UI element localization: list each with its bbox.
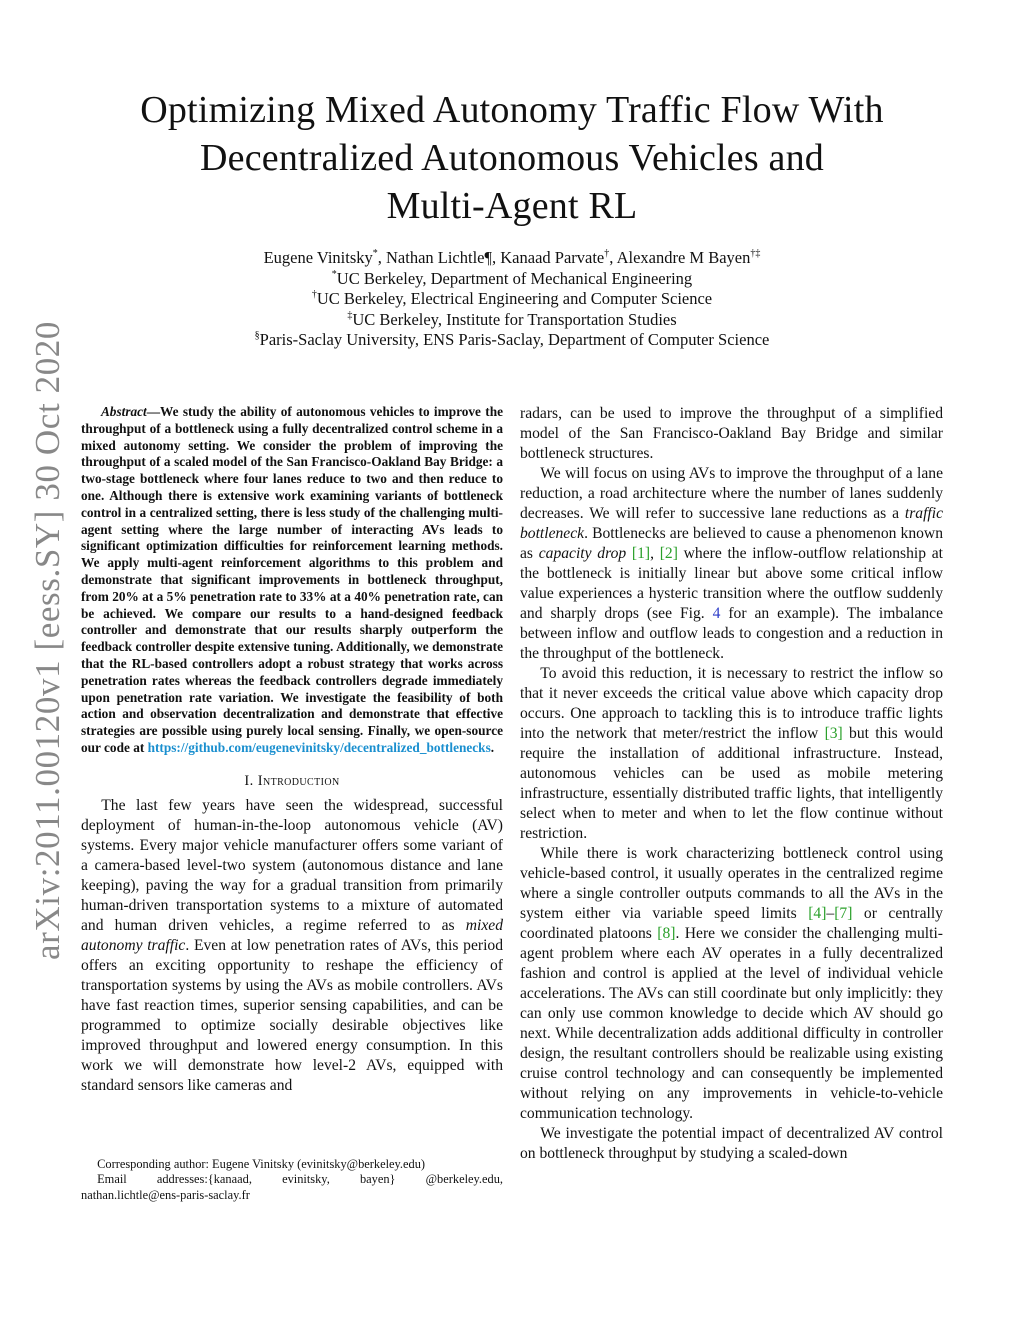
author-name: Kanaad Parvate [500,248,605,267]
arxiv-stamp: arXiv:2011.00120v1 [eess.SY] 30 Oct 2020 [28,320,67,960]
text-run: . Here we consider the challenging multi-agent problem where each AV operates in a fully decentralized fashion and control is applied at the level of individual vehicle accelerations. The AVs can still coordinate but only implicitly: they can only use common knowledge to decide which AV should go next. While decentralization adds additional difficulty in controller design, the resultant controllers should be realizable using existing cruise control technology and can consequently be implemented without relying on any improvements in vehicle-to-vehicle communication technology. [520,925,943,1122]
text-run: . Even at low penetration rates of AVs, this period offers an exciting opportunity to reshape the efficiency of transportation systems by using the AVs as mobile controllers. AVs have fast reaction times, superior sensing capabilities, and can be programmed to optimize socially desirable objectives like improved throughput and lowered energy consumption. In this work we will demonstrate how level-2 AVs, equipped with standard sensors like cameras and [81,936,503,1094]
intro-paragraph [81,796,503,1096]
text-run: The last few years have seen the widespread, successful deployment of human-in-the-loop autonomous vehicle (AV) systems. Every major vehicle manufacturer offers some variant of a camera-based level-two system (autonomous distance and lane keeping), paving the way for a gradual transition from primarily human-driven transportation systems to a mixture of automated and human driven vehicles, a regime referred to as [81,796,503,934]
text-run: but this would require the installation of additional infrastructure. Instead, autonomous vehicles can be used as mobile metering infrastructure, essentially distributed traffic lights, that intelligently select when to meter and when to let the flow continue without restriction. [520,725,943,842]
section-number: I. [244,772,254,789]
paragraph: radars, can be used to improve the throughput of a simplified model of the San Francisco-Oakland Bay Bridge and similar bottleneck structures. [520,405,943,462]
paragraph [520,464,943,664]
citation-link[interactable]: [2] [659,545,678,562]
code-link[interactable]: https://github.com/eugenevinitsky/decentralized_bottlenecks [147,739,491,755]
title-line-3: Multi-Agent RL [386,185,638,227]
affiliation [80,310,944,331]
text-run: or centrally coordinated platoons [520,905,943,942]
paragraph: We investigate the potential impact of decentralized AV control on bottleneck throughput by studying a scaled-down [520,1125,943,1162]
text-run: . Bottlenecks are believed to cause a phenomenon known as [520,525,943,562]
text-run: While there is work characterizing bottleneck control using vehicle-based control, it usually operates in the centralized regime where a single controller outputs commands to all the AVs in the system either via variable speed limits [520,845,943,922]
affil-mark: § [254,330,260,341]
text-run: To avoid this reduction, it is necessary to restrict the inflow so that it never exceeds the critical value above which capacity drop occurs. One approach to tackling this is to introduce traffic lights into the network that meter/restrict the inflow [520,665,943,742]
text-run: We will focus on using AVs to improve the throughput of a lane reduction, a road architecture where the number of lanes suddenly decreases. We will refer to successive lane reductions as a [520,465,943,522]
section-heading [81,773,503,790]
affil-mark: ¶ [484,248,492,267]
author-list [80,248,944,269]
affiliation [80,289,944,310]
affil-text: UC Berkeley, Department of Mechanical Engineering [336,268,693,288]
author-name: Eugene Vinitsky [263,248,373,267]
emphasis: capacity drop [538,545,627,562]
text-run: for an example). The imbalance between inflow and outflow leads to congestion and a reduction in the throughput of the bottleneck. [520,605,944,662]
text-run: where the inflow-outflow relationship at the bottleneck is initially linear but above some critical inflow value experiences a hysteric transition where the outflow suddenly and sharply drops (see Fig. [520,545,944,622]
affil-mark: * [331,268,337,280]
citation-link[interactable]: [1] [631,545,651,562]
title-line-2: Decentralized Autonomous Vehicles and [199,137,825,179]
footnote-line: Email addresses:{kanaad, evinitsky, bayen} @berkeley.edu, [97,1172,503,1187]
citation-link[interactable]: [8] [657,925,676,942]
text-run: – [826,905,835,922]
emphasis: mixed autonomy traffic [81,916,503,954]
citation-link[interactable]: [4] [808,905,827,922]
affil-text: UC Berkeley, Institute for Transportation Studies [352,309,677,329]
figure-link[interactable]: 4 [712,605,721,622]
abstract-text: We study the ability of autonomous vehicles to improve the throughput of a bottleneck using a fully decentralized control scheme in a mixed autonomy setting. We consider the problem of improving the throughput of a scaled model of the San Francisco-Oakland Bay Bridge: a two-stage bottleneck where four lanes reduce to two and then reduce to one. Although there is extensive work examining variants of bottleneck control in a centralized setting, there is less study of the challenging multi-agent setting where the large number of interacting AVs leads to significant optimization difficulties for reinforcement learning methods. We apply multi-agent reinforcement algorithms to this problem and demonstrate that significant improvements in bottleneck throughput, from 20% at a 5% penetration rate to 33% at a 40% penetration rate, can be achieved. We compare our results to a hand-designed feedback controller and demonstrate that our results sharply outperform the feedback controller despite extensive tuning. Additionally, we demonstrate that the RL-based controllers adopt a robust strategy that works across penetration rates whereas the feedback controllers degrade immediately upon penetration rate variation. We investigate the feasibility of both action and observation decentralization and demonstrate that effective strategies are possible using purely local sensing. Finally, we open-source our code at [81,404,503,755]
abstract-end: . [490,739,495,755]
affil-mark: †‡ [750,248,761,259]
footnote-line: nathan.lichtle@ens-paris-saclay.fr [81,1187,250,1202]
emphasis: traffic bottleneck [520,505,943,542]
affil-text: UC Berkeley, Electrical Engineering and Computer Science [316,289,713,308]
abstract [81,404,503,757]
separator: , [377,248,386,267]
affil-mark: ‡ [347,309,353,321]
citation-link[interactable]: [3] [824,725,843,742]
author-name: Alexandre M Bayen [616,248,751,267]
author-name: Nathan Lichtle [386,248,485,267]
abstract-dash: — [146,404,161,419]
separator: , [492,248,501,267]
left-column [81,404,503,1096]
affil-mark: † [604,248,610,259]
affiliation [80,269,944,290]
title-line-1: Optimizing Mixed Autonomy Traffic Flow With [140,89,884,131]
footnote [81,1157,503,1203]
separator: , [609,248,617,267]
affil-text: Paris-Saclay University, ENS Paris-Saclay, Department of Computer Science [259,330,770,349]
paragraph [520,664,943,844]
affil-mark: † [311,289,317,300]
author-block [80,248,944,351]
affiliation [80,330,944,351]
text-run: , [650,545,660,562]
footnote-line: Corresponding author: Eugene Vinitsky (evinitsky@berkeley.edu) [97,1157,426,1171]
affil-mark: * [372,248,378,259]
paper-title [80,86,944,230]
right-column [520,404,943,1164]
abstract-label: Abstract [100,404,147,419]
paragraph [520,844,943,1124]
section-title: Introduction [257,772,340,789]
citation-link[interactable]: [7] [834,905,853,922]
